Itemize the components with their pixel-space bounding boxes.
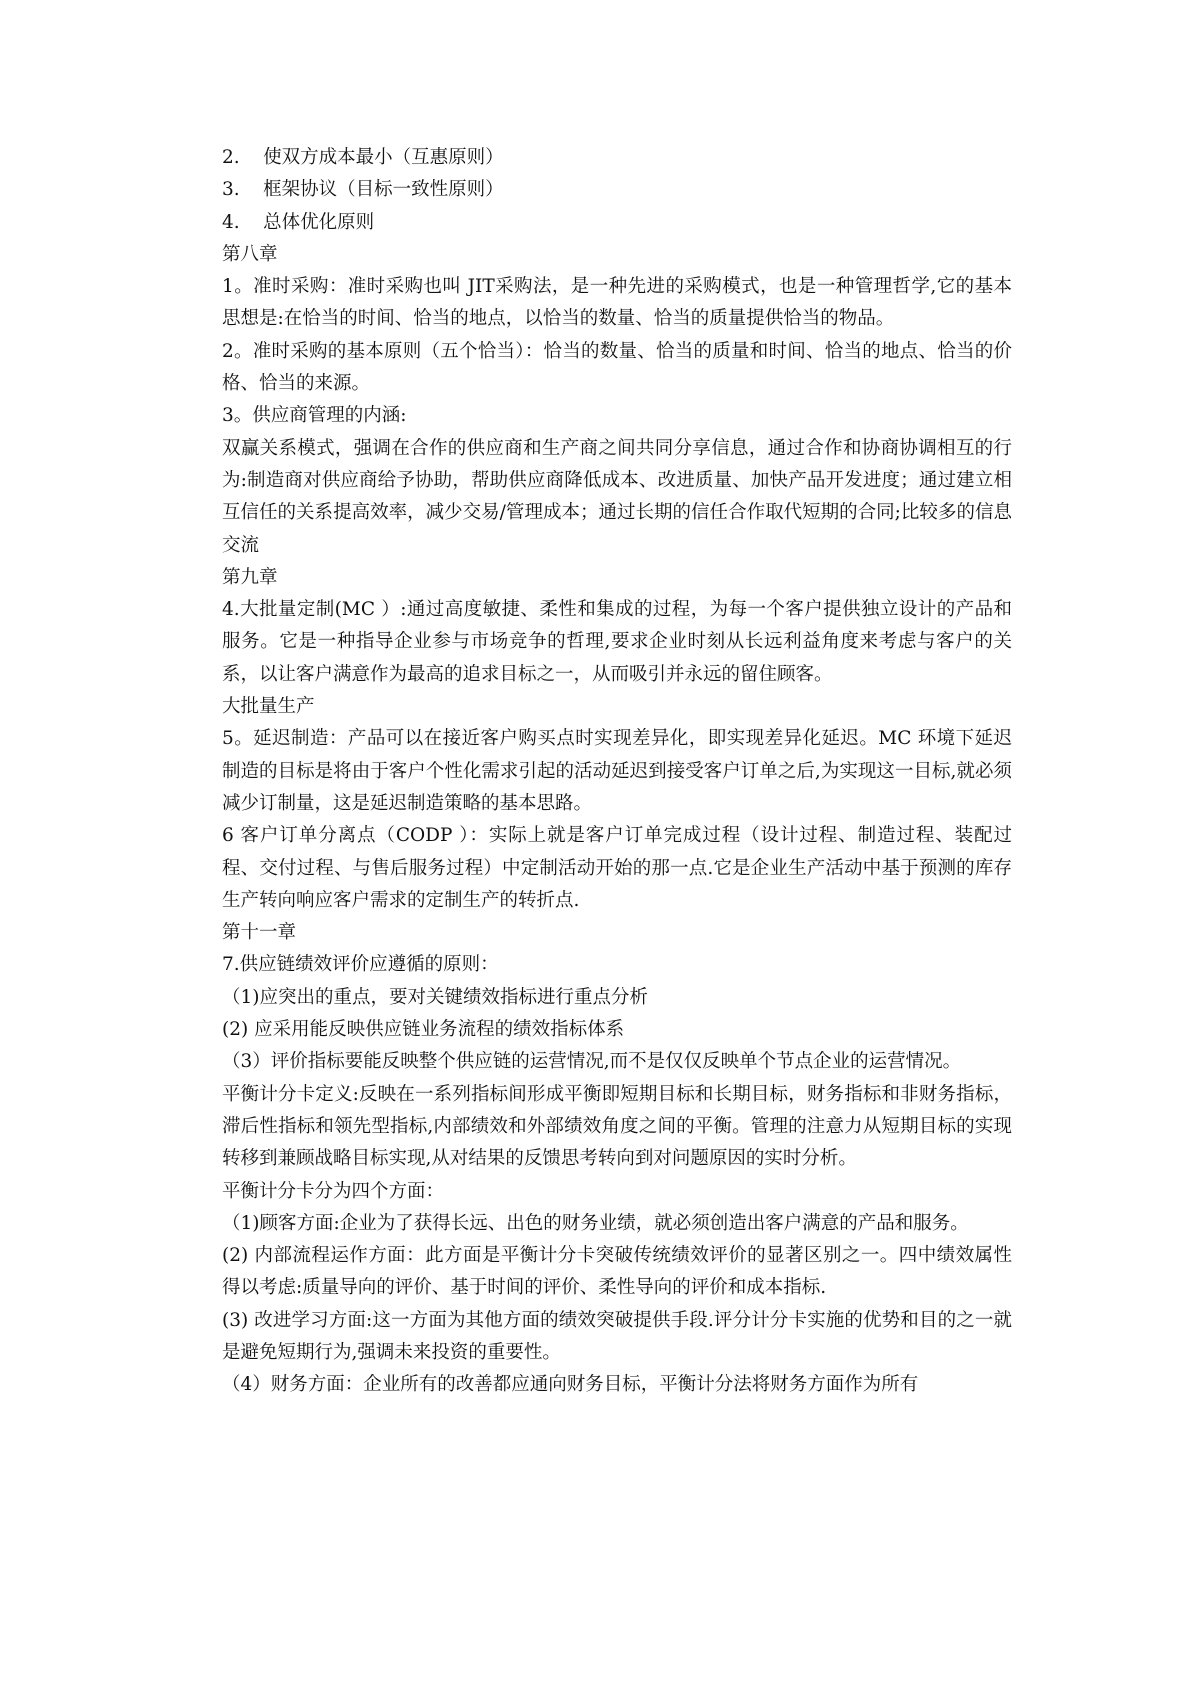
paragraph-learning-aspect: (3) 改进学习方面:这一方面为其他方面的绩效突破提供手段.评分计分卡实施的优势和目的之一就是避免短期行为,强调未来投资的重要性。 xyxy=(222,1309,1012,1363)
paragraph-win-win-model: 双赢关系模式，强调在合作的供应商和生产商之间共同分享信息，通过合作和协商协调相互的行为:制造商对供应商给予协助，帮助供应商降低成本、改进质量、加快产品开发进度；通过建立相互信任的关系提高效率，减少交易/管理成本；通过长期的信任合作取代短期的合同;比较多的信息交流 xyxy=(222,437,1012,556)
document-body xyxy=(222,142,1012,1402)
paragraph-customer-aspect: （1)顾客方面:企业为了获得长远、出色的财务业绩，就必须创造出客户满意的产品和服务。 xyxy=(222,1212,969,1234)
paragraph-principle-3: （3）评价指标要能反映整个供应链的运营情况,而不是仅仅反映单个节点企业的运营情况。 xyxy=(222,1051,962,1073)
chapter-heading-8: 第八章 xyxy=(222,243,278,265)
paragraph-jit-definition: 1。准时采购：准时采购也叫 JIT采购法，是一种先进的采购模式，也是一种管理哲学,它的基本思想是:在恰当的时间、恰当的地点，以恰当的数量、恰当的质量提供恰当的物品。 xyxy=(222,276,1012,330)
paragraph-evaluation-principles: 7.供应链绩效评价应遵循的原则： xyxy=(222,954,499,976)
list-item-3: 3. 框架协议（目标一致性原则） xyxy=(222,179,504,201)
paragraph-mass-production: 大批量生产 xyxy=(222,696,315,718)
paragraph-supplier-management: 3。供应商管理的内涵: xyxy=(222,405,407,427)
paragraph-mass-customization: 4.大批量定制(MC ）:通过高度敏捷、柔性和集成的过程，为每一个客户提供独立设计的产品和服务。它是一种指导企业参与市场竞争的哲理,要求企业时刻从长远利益角度来考虑与客户的关系，以让客户满意作为最高的追求目标之一，从而吸引并永远的留住顾客。 xyxy=(222,599,1012,685)
paragraph-principle-1: （1)应突出的重点，要对关键绩效指标进行重点分析 xyxy=(222,986,648,1008)
paragraph-bsc-aspects: 平衡计分卡分为四个方面： xyxy=(222,1180,445,1202)
paragraph-codp: 6 客户订单分离点（CODP ）：实际上就是客户订单完成过程（设计过程、制造过程、装配过程、交付过程、与售后服务过程）中定制活动开始的那一点.它是企业生产活动中基于预测的库存生产转向响应客户需求的定制生产的转折点. xyxy=(222,825,1012,911)
list-item-4: 4. 总体优化原则 xyxy=(222,211,375,233)
paragraph-internal-process-aspect: (2) 内部流程运作方面：此方面是平衡计分卡突破传统绩效评价的显著区别之一。四中绩效属性得以考虑:质量导向的评价、基于时间的评价、柔性导向的评价和成本指标. xyxy=(222,1245,1012,1299)
paragraph-jit-principles: 2。准时采购的基本原则（五个恰当）：恰当的数量、恰当的质量和时间、恰当的地点、恰当的价格、恰当的来源。 xyxy=(222,340,1012,395)
chapter-heading-9: 第九章 xyxy=(222,566,278,588)
paragraph-postponement: 5。延迟制造：产品可以在接近客户购买点时实现差异化，即实现差异化延迟。MC 环境下延迟制造的目标是将由于客户个性化需求引起的活动延迟到接受客户订单之后,为实现这一目标,就必须减少订制量，这是延迟制造策略的基本思路。 xyxy=(222,728,1012,814)
list-item-2: 2. 使双方成本最小（互惠原则） xyxy=(222,147,504,168)
chapter-heading-11: 第十一章 xyxy=(222,922,297,944)
paragraph-bsc-definition: 平衡计分卡定义:反映在一系列指标间形成平衡即短期目标和长期目标，财务指标和非财务指标，滞后性指标和领先型指标,内部绩效和外部绩效角度之间的平衡。管理的注意力从短期目标的实现转移到兼顾战略目标实现,从对结果的反馈思考转向到对问题原因的实时分析。 xyxy=(222,1083,1012,1170)
paragraph-principle-2: (2) 应采用能反映供应链业务流程的绩效指标体系 xyxy=(222,1019,625,1041)
paragraph-financial-aspect: （4）财务方面：企业所有的改善都应通向财务目标，平衡计分法将财务方面作为所有 xyxy=(222,1374,919,1396)
